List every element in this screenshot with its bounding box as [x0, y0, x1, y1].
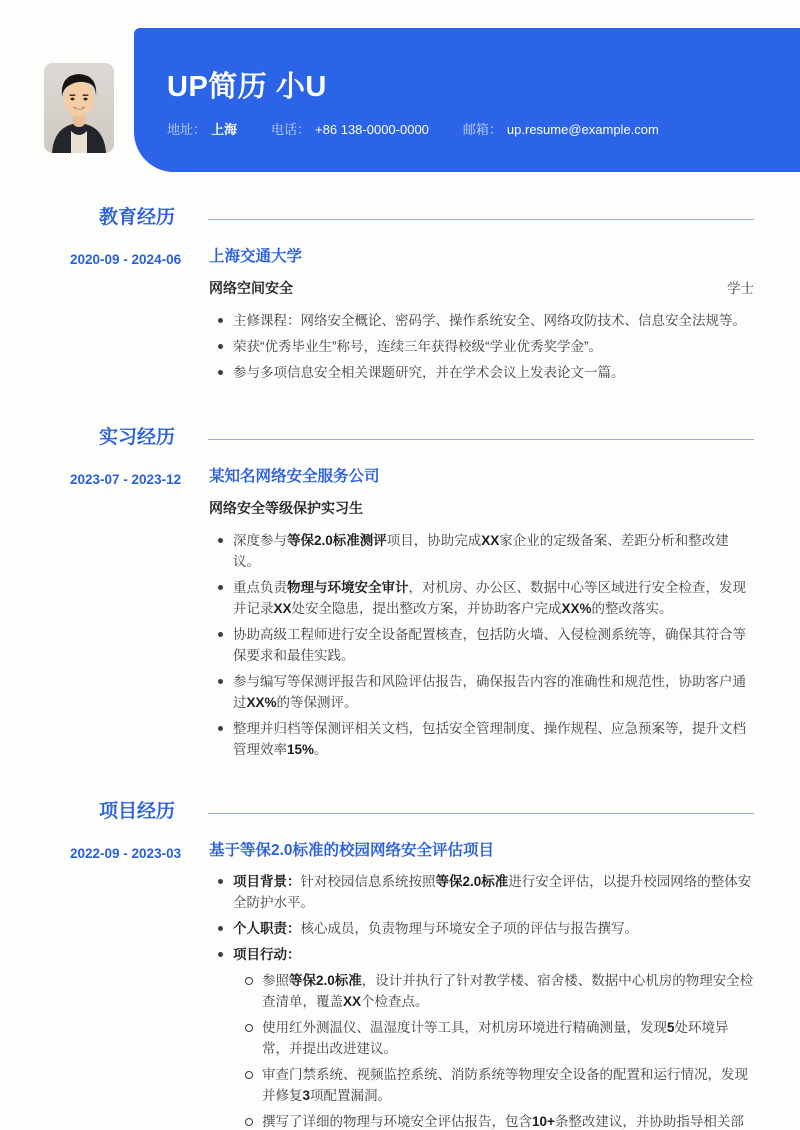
bullet-text: 项目行动：: [233, 947, 301, 962]
profile-photo-illustration: [44, 63, 114, 153]
phone-value: +86 138-0000-0000: [315, 122, 429, 137]
bullet-item: [209, 944, 754, 1130]
section-projects: [70, 799, 754, 1130]
section-internship-header: [99, 425, 754, 451]
section-title: 实习经历: [99, 427, 176, 448]
role-row: [209, 498, 754, 519]
bullet-item: 个人职责：核心成员，负责物理与环境安全子项的评估与报告撰写。: [209, 918, 754, 939]
section-education-header: [99, 205, 754, 231]
sub-bullet-item: 使用红外测温仪、温湿度计等工具，对机房环境进行精确测量，发现5处环境异常，并提出改进建议。: [233, 1017, 754, 1059]
section-title: 教育经历: [99, 207, 176, 228]
resume-body: [0, 205, 800, 1130]
sub-bullet-item: 撰写了详细的物理与环境安全评估报告，包含10+条整改建议，并协助指导相关部: [233, 1111, 754, 1130]
address-value: 上海: [211, 122, 238, 137]
bullet-item: 参与编写等保测评报告和风险评估报告，确保报告内容的准确性和规范性，协助客户通过XX%的等保测评。: [209, 671, 754, 713]
contact-row: [167, 119, 760, 140]
section-education: [70, 205, 754, 388]
bullet-item: 荣获“优秀毕业生”称号，连续三年获得校级“学业优秀奖学金”。: [209, 336, 754, 357]
education-entry: [70, 248, 754, 388]
entry-body: [209, 842, 754, 1130]
major-degree-row: [209, 278, 754, 299]
bullet-item: 重点负责物理与环境安全审计，对机房、办公区、数据中心等区域进行安全检查，发现并记录XX处安全隐患，提出整改方案，并协助客户完成XX%的整改落实。: [209, 577, 754, 619]
entry-body: [209, 248, 754, 388]
project-action-sublist: [233, 970, 754, 1130]
company-name: 某知名网络安全服务公司: [209, 468, 380, 485]
bullet-item: 深度参与等保2.0标准测评项目，协助完成XX家企业的定级备案、差距分析和整改建议。: [209, 530, 754, 572]
bullet-item: 协助高级工程师进行安全设备配置核查，包括防火墙、入侵检测系统等，确保其符合等保要求和最佳实践。: [209, 624, 754, 666]
section-projects-header: [99, 799, 754, 825]
section-divider-line: [208, 813, 754, 814]
bullet-item: 参与多项信息安全相关课题研究，并在学术会议上发表论文一篇。: [209, 362, 754, 383]
contact-phone: [271, 119, 429, 140]
address-label: 地址：: [167, 122, 207, 137]
header-banner: [134, 28, 800, 172]
entry-date-range: 2023-07 - 2023-12: [70, 472, 182, 487]
entry-date-range: 2022-09 - 2023-03: [70, 846, 182, 861]
section-title: 项目经历: [99, 801, 176, 822]
entry-body: [209, 468, 754, 765]
entry-date-range: 2020-09 - 2024-06: [70, 252, 182, 267]
internship-entry: [70, 468, 754, 765]
section-divider-line: [208, 439, 754, 440]
major-name: 网络空间安全: [209, 280, 293, 296]
email-value: up.resume@example.com: [506, 122, 659, 137]
project-entry: [70, 842, 754, 1130]
project-name: 基于等保2.0标准的校园网络安全评估项目: [209, 842, 495, 859]
phone-label: 电话：: [271, 122, 311, 137]
bullet-item: 项目背景：针对校园信息系统按照等保2.0标准进行安全评估，以提升校园网络的整体安全防护水平。: [209, 871, 754, 913]
bullet-item: 主修课程：网络安全概论、密码学、操作系统安全、网络攻防技术、信息安全法规等。: [209, 310, 754, 331]
contact-address: [167, 119, 237, 140]
school-name: 上海交通大学: [209, 248, 303, 265]
education-bullet-list: [209, 310, 754, 383]
sub-bullet-item: 审查门禁系统、视频监控系统、消防系统等物理安全设备的配置和运行情况，发现并修复3项配置漏洞。: [233, 1064, 754, 1106]
bullet-item: 整理并归档等保测评相关文档，包括安全管理制度、操作规程、应急预案等，提升文档管理效率15%。: [209, 718, 754, 760]
candidate-name: UP简历 小U: [167, 71, 327, 103]
degree-name: 学士: [727, 281, 754, 296]
section-divider-line: [208, 219, 754, 220]
internship-bullet-list: [209, 530, 754, 760]
project-bullet-list: [209, 871, 754, 1130]
contact-email: [463, 119, 659, 140]
email-label: 邮箱：: [462, 122, 502, 137]
role-title: 网络安全等级保护实习生: [209, 500, 363, 516]
profile-photo: [44, 63, 114, 153]
section-internship: [70, 425, 754, 765]
sub-bullet-item: 参照等保2.0标准，设计并执行了针对教学楼、宿舍楼、数据中心机房的物理安全检查清单，覆盖XX个检查点。: [233, 970, 754, 1012]
